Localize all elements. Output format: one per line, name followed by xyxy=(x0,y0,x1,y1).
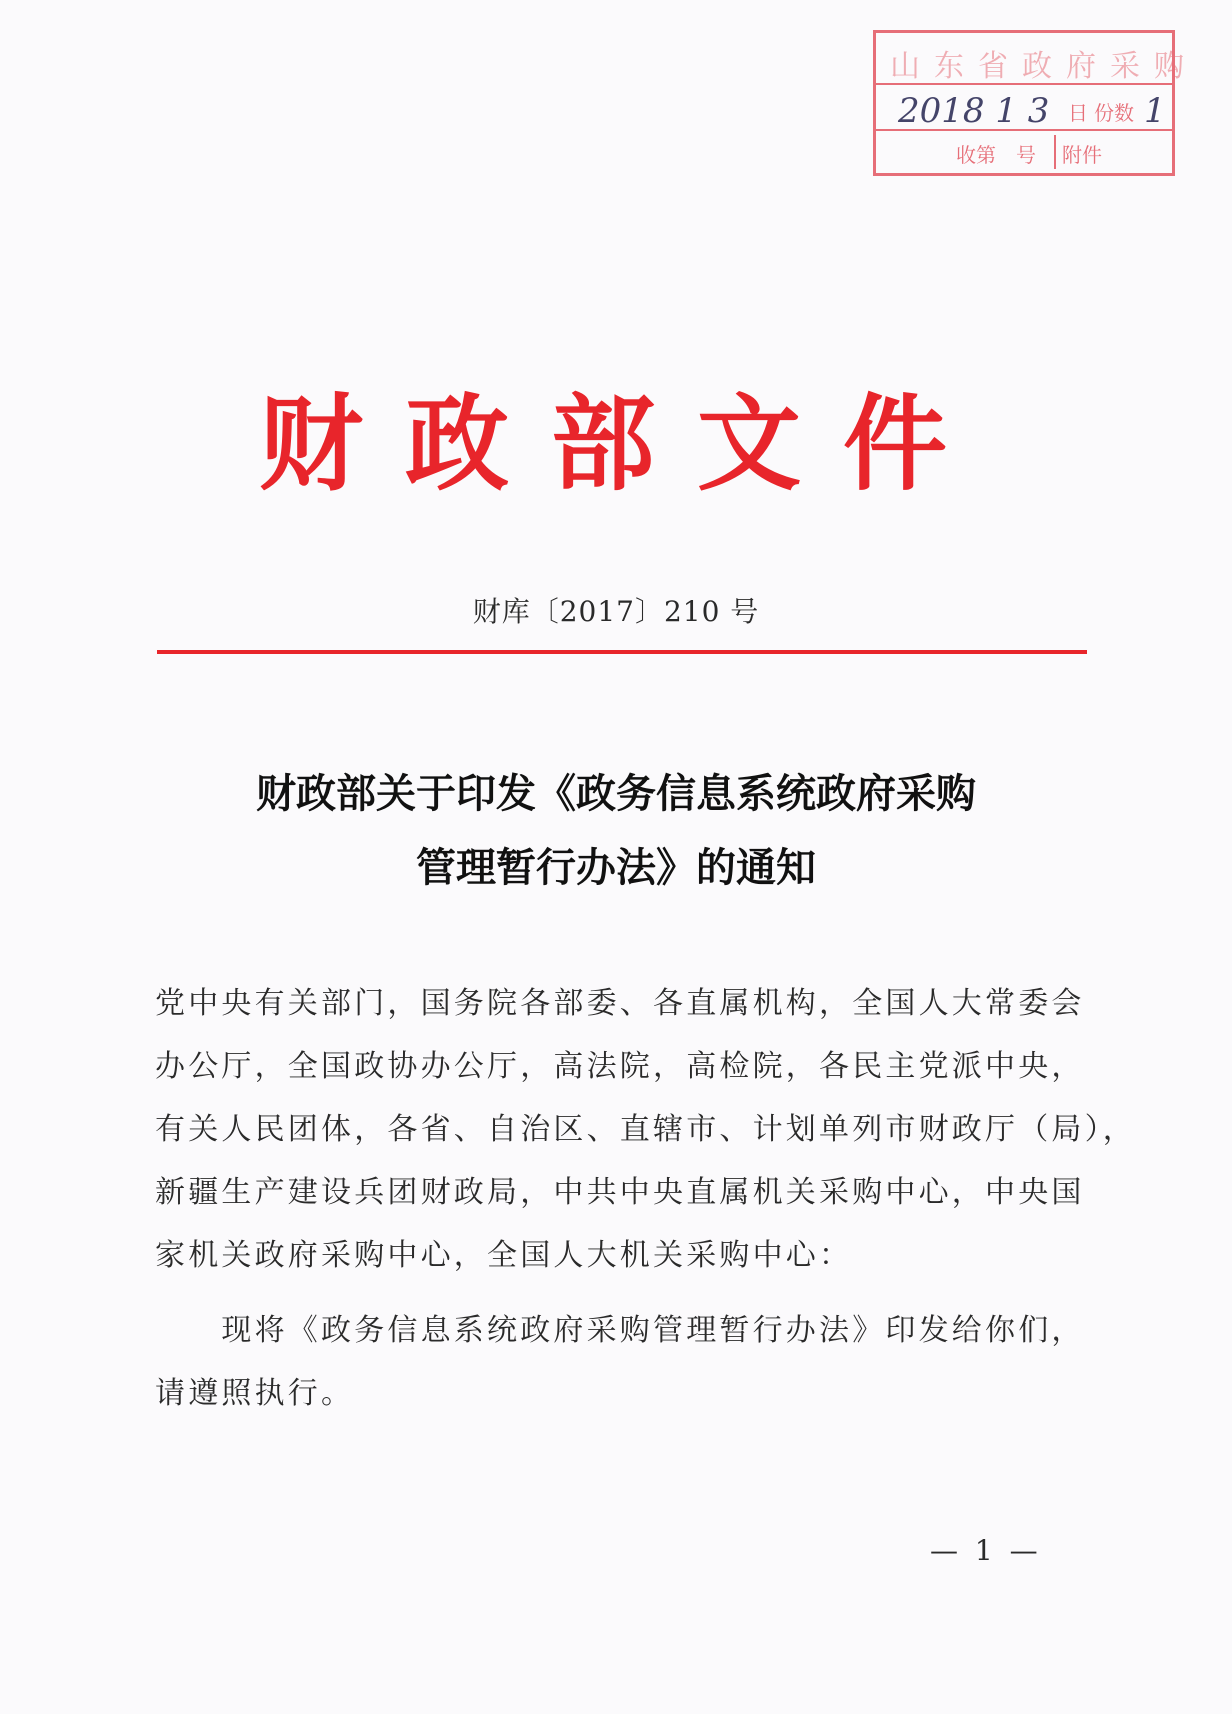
notice-line: 请遵照执行。 xyxy=(155,1376,355,1411)
stamp-copies-value: 1 xyxy=(1144,91,1166,131)
addressee-line: 有关人民团体，各省、自治区、直辖市、计划单列市财政厅（局）， xyxy=(155,1112,1136,1147)
stamp-receipt-label: 收第 号 xyxy=(956,143,1036,167)
stamp-date: 2018 1 3 xyxy=(898,91,1050,131)
stamp-receipt-row xyxy=(876,131,1172,173)
document-title-line-2: 管理暂行办法》的通知 xyxy=(416,844,816,891)
page-number: — 1 — xyxy=(930,1534,1042,1567)
notice-line: 现将《政务信息系统政府采购管理暂行办法》印发给你们， xyxy=(155,1313,1085,1348)
stamp-date-row xyxy=(876,85,1172,131)
document-header: 财政部文件 xyxy=(258,382,989,505)
stamp-copies-label: 份数 xyxy=(1094,101,1134,125)
stamp-title: 山东省政府采购 xyxy=(890,49,1198,84)
document-title-line-1: 财政部关于印发《政务信息系统政府采购 xyxy=(256,770,976,817)
addressee-line: 家机关政府采购中心，全国人大机关采购中心： xyxy=(155,1238,853,1273)
addressee-line: 办公厅，全国政协办公厅，高法院，高检院，各民主党派中央， xyxy=(155,1049,1085,1084)
stamp-date-suffix: 日 xyxy=(1068,101,1088,125)
addressee-line: 党中央有关部门，国务院各部委、各直属机构，全国人大常委会 xyxy=(155,986,1085,1021)
red-divider-line xyxy=(157,650,1087,654)
stamp-attachment-label: 附件 xyxy=(1062,143,1102,167)
stamp-divider xyxy=(1054,135,1056,169)
receipt-stamp xyxy=(873,30,1198,176)
document-number: 财库〔2017〕210 号 xyxy=(472,595,760,628)
stamp-title-row xyxy=(876,33,1198,85)
addressee-line: 新疆生产建设兵团财政局，中共中央直属机关采购中心，中央国 xyxy=(155,1175,1085,1210)
